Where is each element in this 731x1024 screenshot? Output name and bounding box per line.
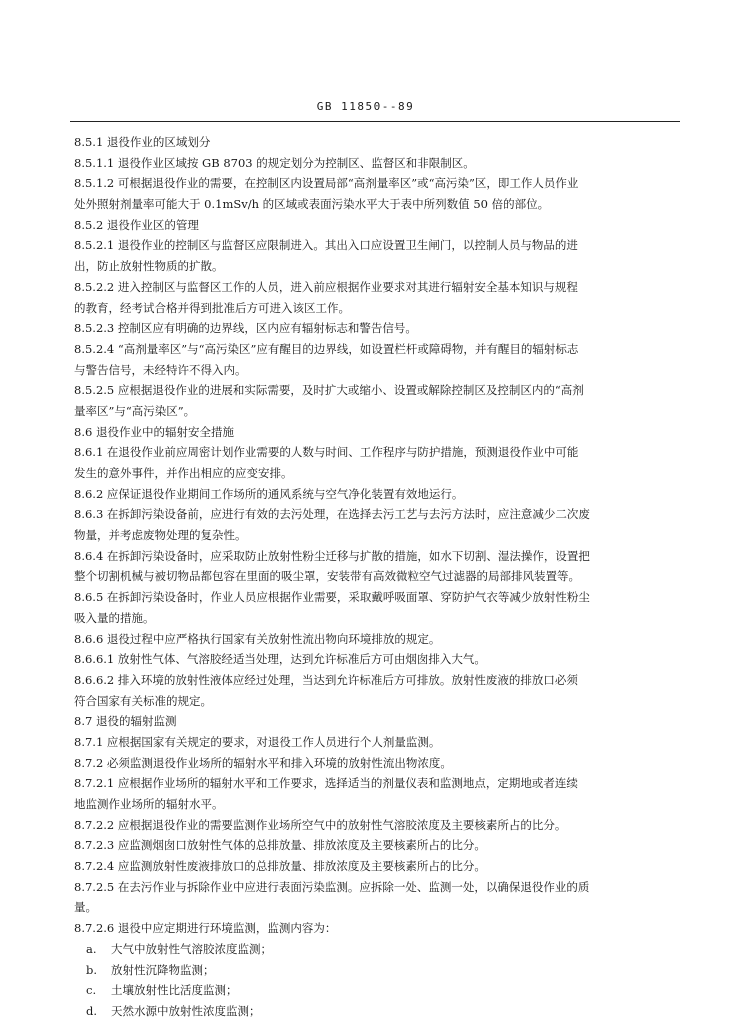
clause-8-6-6-2: 8.6.6.2 排入环境的放射性液体应经过处理，当达到允许标准后方可排放。放射性废液的排放口必须 bbox=[74, 672, 578, 687]
clause-8-5-2-2: 8.5.2.2 进入控制区与监督区工作的人员，进入前应根据作业要求对其进行辐射安全基本知识与规程 bbox=[74, 279, 578, 294]
clause-8-5-1-2-cont: 处外照射剂量率可能大于 0.1mSv/h 的区域或表面污染水平大于表中所列数值 50 倍的部位。 bbox=[74, 197, 550, 212]
clause-8-6-6: 8.6.6 退役过程中应严格执行国家有关放射性流出物向环境排放的规定。 bbox=[74, 631, 441, 646]
clause-8-6-3: 8.6.3 在拆卸污染设备前，应进行有效的去污处理，在选择去污工艺与去污方法时，应注意减少二次废 bbox=[74, 507, 590, 522]
clause-8-5-1-2: 8.5.1.2 可根据退役作业的需要，在控制区内设置局部“高剂量率区”或“高污染”区，即工作人员作业 bbox=[74, 176, 579, 191]
clause-8-6-6-1: 8.6.6.1 放射性气体、气溶胶经适当处理，达到允许标准后方可由烟囱排入大气。 bbox=[74, 652, 486, 667]
list-item-text: 土壤放射性比活度监测； bbox=[111, 983, 238, 998]
list-item-text: 大气中放射性气溶胶浓度监测； bbox=[111, 941, 272, 956]
clause-8-5-2-5-cont: 量率区”与“高污染区”。 bbox=[74, 403, 196, 418]
page-header-standard-number: GB 11850--89 bbox=[316, 100, 415, 113]
clause-8-5-1-1: 8.5.1.1 退役作业区域按 GB 8703 的规定划分为控制区、监督区和非限制区。 bbox=[74, 155, 475, 170]
list-item bbox=[74, 980, 674, 1001]
clause-8-6-6-2-cont: 符合国家有关标准的规定。 bbox=[74, 693, 212, 708]
clause-8-7-2: 8.7.2 必须监测退役作业场所的辐射水平和排入环境的放射性流出物浓度。 bbox=[74, 755, 452, 770]
clause-8-7-2-1-cont: 地监测作业场所的辐射水平。 bbox=[74, 797, 224, 811]
clause-8-6-4-cont: 整个切割机械与被切物品都包容在里面的吸尘罩，安装带有高效微粒空气过滤器的局部排风装置等。 bbox=[74, 569, 580, 584]
clause-8-7-2-5: 8.7.2.5 在去污作业与拆除作业中应进行表面污染监测。应拆除一处、监测一处，以确保退役作业的质 bbox=[74, 879, 590, 894]
clause-8-6-1-cont: 发生的意外事件，并作出相应的应变安排。 bbox=[74, 466, 293, 480]
clause-8-6-4: 8.6.4 在拆卸污染设备时，应采取防止放射性粉尘迁移与扩散的措施，如水下切割、湿法操作，设置把 bbox=[74, 548, 590, 563]
clause-8-7-2-1: 8.7.2.1 应根据作业场所的辐射水平和工作要求，选择适当的剂量仪表和监测地点，定期地或者连续 bbox=[74, 776, 578, 791]
list-item-marker: b. bbox=[86, 962, 98, 977]
list-item bbox=[74, 960, 674, 981]
clause-8-7-2-2: 8.7.2.2 应根据退役作业的需要监测作业场所空气中的放射性气溶胶浓度及主要核素所占的比分。 bbox=[74, 817, 567, 832]
clause-8-7-2-3: 8.7.2.3 应监测烟囱口放射性气体的总排放量、排放浓度及主要核素所占的比分。 bbox=[74, 838, 486, 853]
clause-8-7-2-5-cont: 量。 bbox=[74, 900, 97, 915]
clause-8-7-2-6: 8.7.2.6 退役中应定期进行环境监测，监测内容为： bbox=[74, 921, 337, 936]
list-item bbox=[74, 1001, 674, 1022]
clause-8-5-2-1: 8.5.2.1 退役作业的控制区与监督区应限制进入。其出入口应设置卫生闸门，以控制人员与物品的进 bbox=[74, 238, 578, 253]
clause-8-6-2: 8.6.2 应保证退役作业期间工作场所的通风系统与空气净化装置有效地运行。 bbox=[74, 486, 464, 501]
clause-8-6-1: 8.6.1 在退役作业前应周密计划作业需要的人数与时间、工作程序与防护措施，预测退役作业中可能 bbox=[74, 445, 579, 460]
clause-8-5-2-2-cont: 的教育，经考试合格并得到批准后方可进入该区工作。 bbox=[74, 300, 350, 315]
header-rule bbox=[70, 121, 680, 122]
clause-8-7-2-4: 8.7.2.4 应监测放射性废液排放口的总排放量、排放浓度及主要核素所占的比分。 bbox=[74, 859, 486, 874]
list-item-marker: c. bbox=[86, 983, 97, 998]
clause-8-5-2-4: 8.5.2.4 “高剂量率区”与“高污染区”应有醒目的边界线，如设置栏杆或障碍物，并有醒目的辐射标志 bbox=[74, 341, 579, 356]
clause-8-5-2-1-cont: 出，防止放射性物质的扩散。 bbox=[74, 259, 224, 274]
section-heading-8-6: 8.6 退役作业中的辐射安全措施 bbox=[74, 424, 234, 439]
list-item-text: 天然水源中放射性浓度监测； bbox=[111, 1003, 261, 1018]
list-item-marker: a. bbox=[86, 941, 97, 956]
clause-8-5-2-5: 8.5.2.5 应根据退役作业的进展和实际需要，及时扩大或缩小、设置或解除控制区及控制区内的“高剂 bbox=[74, 383, 584, 398]
list-item-text: 放射性沉降物监测； bbox=[111, 962, 215, 977]
clause-8-6-3-cont: 物量，并考虑废物处理的复杂性。 bbox=[74, 528, 247, 543]
clause-8-6-5: 8.6.5 在拆卸污染设备时，作业人员应根据作业需要，采取戴呼吸面罩、穿防护气衣等减少放射性粉尘 bbox=[74, 590, 590, 605]
section-heading-8-5-1: 8.5.1 退役作业的区域划分 bbox=[74, 135, 211, 149]
clause-8-5-2-4-cont: 与警告信号，未经特许不得入内。 bbox=[74, 362, 247, 377]
clause-8-5-2-3: 8.5.2.3 控制区应有明确的边界线，区内应有辐射标志和警告信号。 bbox=[74, 321, 417, 336]
section-heading-8-7: 8.7 退役的辐射监测 bbox=[74, 714, 177, 729]
section-heading-8-5-2: 8.5.2 退役作业区的管理 bbox=[74, 217, 199, 232]
clause-8-6-5-cont: 吸入量的措施。 bbox=[74, 610, 155, 625]
document-body bbox=[74, 132, 674, 1022]
list-item bbox=[74, 939, 674, 960]
clause-8-7-1: 8.7.1 应根据国家有关规定的要求，对退役工作人员进行个人剂量监测。 bbox=[74, 734, 441, 749]
list-item-marker: d. bbox=[86, 1003, 98, 1018]
